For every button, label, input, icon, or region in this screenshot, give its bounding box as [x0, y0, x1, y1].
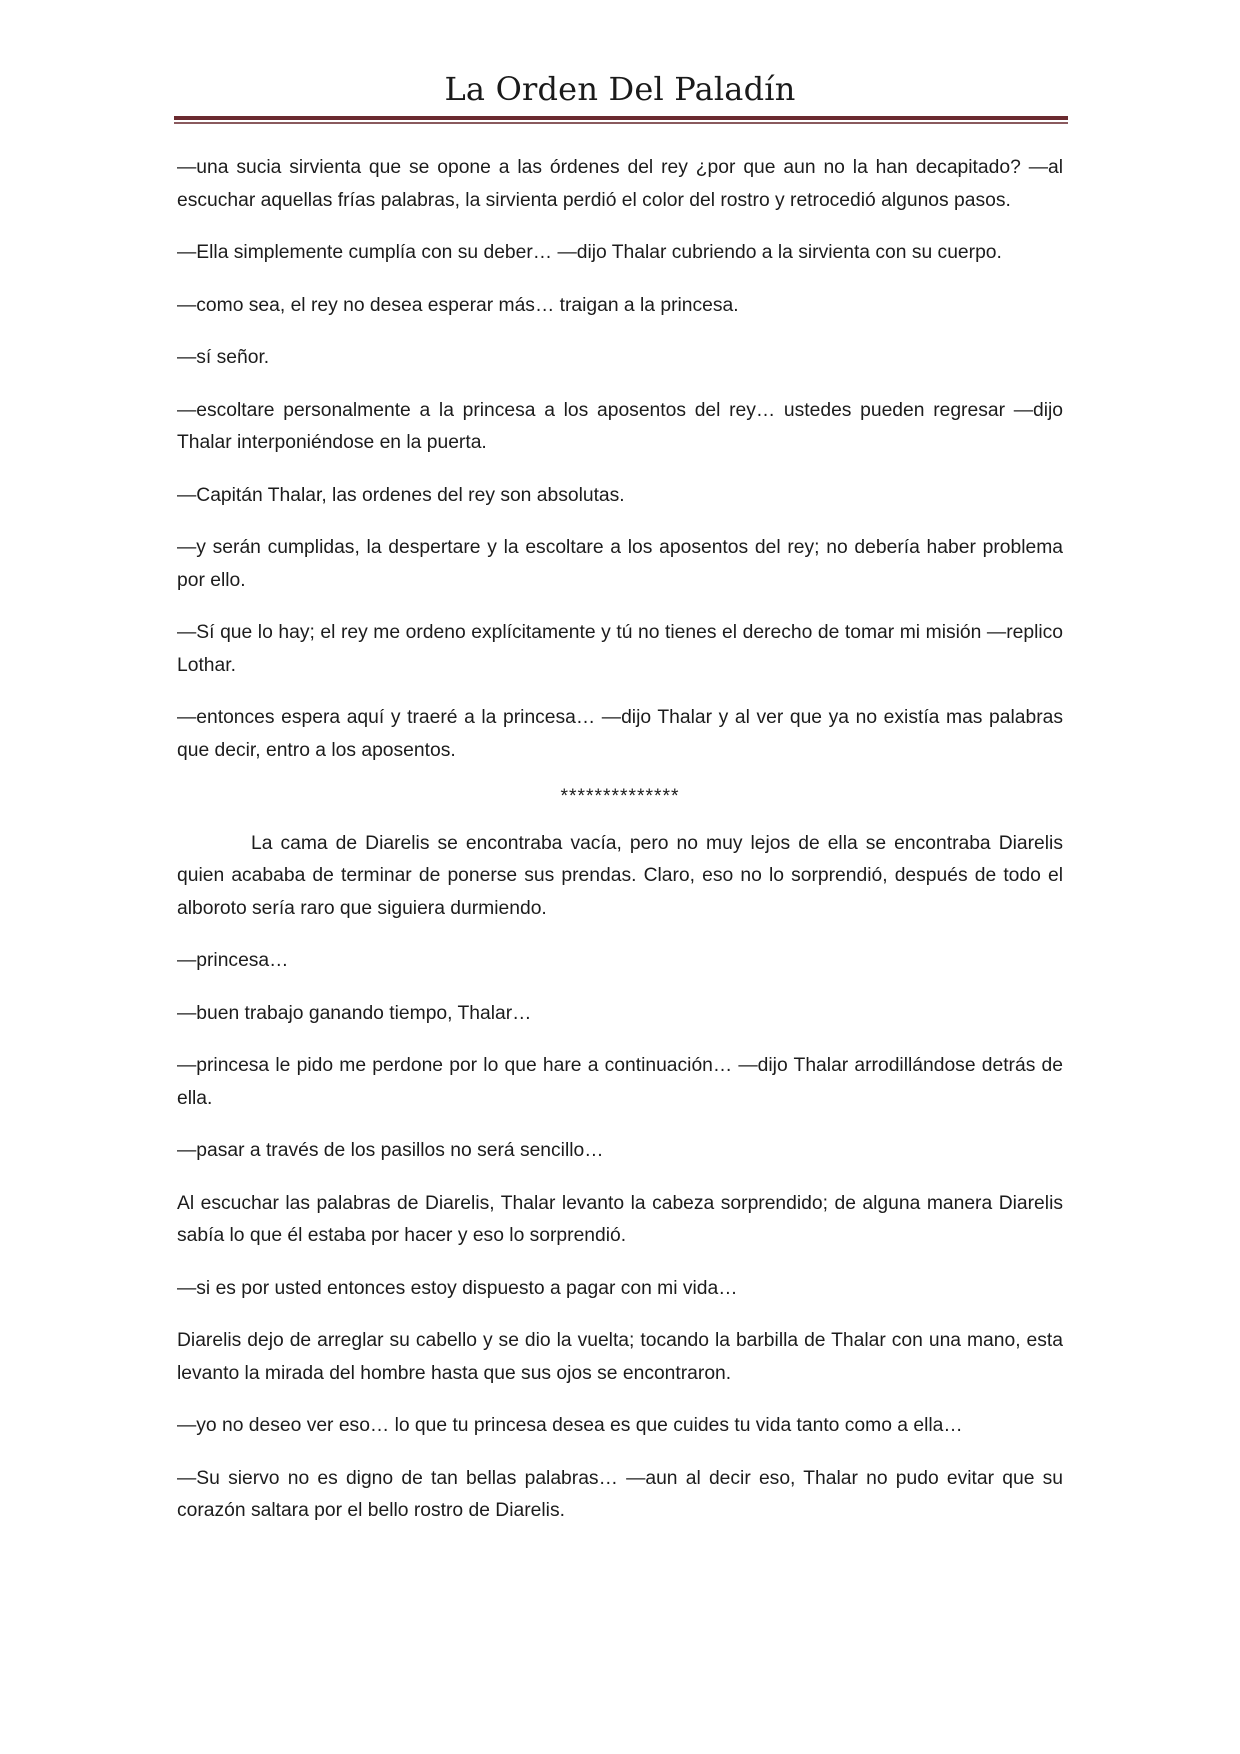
paragraph: —escoltare personalmente a la princesa a los aposentos del rey… ustedes pueden regresar —dijo Thalar interponiéndose en la puerta.: [177, 399, 1063, 453]
paragraph: —como sea, el rey no desea esperar más… traigan a la princesa.: [177, 294, 739, 316]
paragraph: —sí señor.: [177, 347, 270, 368]
header-divider-thick-line: [174, 116, 1068, 120]
paragraph: —princesa…: [177, 950, 289, 971]
paragraph: Al escuchar las palabras de Diarelis, Thalar levanto la cabeza sorprendido; de alguna manera Diarelis sabía lo que él estaba por hacer y eso lo sorprendió.: [177, 1192, 1063, 1246]
paragraph: —Su siervo no es digno de tan bellas palabras… —aun al decir eso, Thalar no pudo evitar que su corazón saltara por el bello rostro de Diarelis.: [177, 1467, 1063, 1521]
paragraph: —y serán cumplidas, la despertare y la escoltare a los aposentos del rey; no debería haber problema por ello.: [177, 537, 1063, 591]
page-header-title: La Orden Del Paladín: [444, 70, 796, 108]
paragraph: —si es por usted entonces estoy dispuesto a pagar con mi vida…: [177, 1277, 738, 1299]
paragraph: —princesa le pido me perdone por lo que hare a continuación… —dijo Thalar arrodillándose detrás de ella.: [177, 1055, 1063, 1109]
paragraph: —buen trabajo ganando tiempo, Thalar…: [177, 1002, 532, 1024]
paragraph: —Capitán Thalar, las ordenes del rey son absolutas.: [177, 484, 625, 506]
paragraph: —entonces espera aquí y traeré a la princesa… —dijo Thalar y al ver que ya no existía mas palabras que decir, entro a los aposentos.: [177, 707, 1063, 761]
paragraph: —Ella simplemente cumplía con su deber… —dijo Thalar cubriendo a la sirvienta con su cuerpo.: [177, 242, 1002, 263]
header-divider-thin-line: [174, 122, 1068, 124]
scene-separator: **************: [560, 786, 680, 807]
paragraph: —pasar a través de los pasillos no será sencillo…: [177, 1140, 604, 1161]
body-text: [177, 152, 1063, 1548]
header-divider: [174, 116, 1068, 124]
paragraph: —Sí que lo hay; el rey me ordeno explícitamente y tú no tienes el derecho de tomar mi misión —replico Lothar.: [177, 622, 1063, 676]
paragraph: —una sucia sirvienta que se opone a las órdenes del rey ¿por que aun no la han decapitado? —al escuchar aquellas frías palabras, la sirvienta perdió el color del rostro y retrocedió algunos pasos.: [177, 157, 1063, 211]
paragraph: La cama de Diarelis se encontraba vacía, pero no muy lejos de ella se encontraba Diarelis quien acababa de terminar de ponerse sus prendas. Claro, eso no lo sorprendió, después de todo el alboroto sería raro que siguiera durmiendo.: [177, 832, 1063, 919]
paragraph: —yo no deseo ver eso… lo que tu princesa desea es que cuides tu vida tanto como a ella…: [177, 1415, 963, 1436]
paragraph: Diarelis dejo de arreglar su cabello y se dio la vuelta; tocando la barbilla de Thalar con una mano, esta levanto la mirada del hombre hasta que sus ojos se encontraron.: [177, 1330, 1063, 1384]
